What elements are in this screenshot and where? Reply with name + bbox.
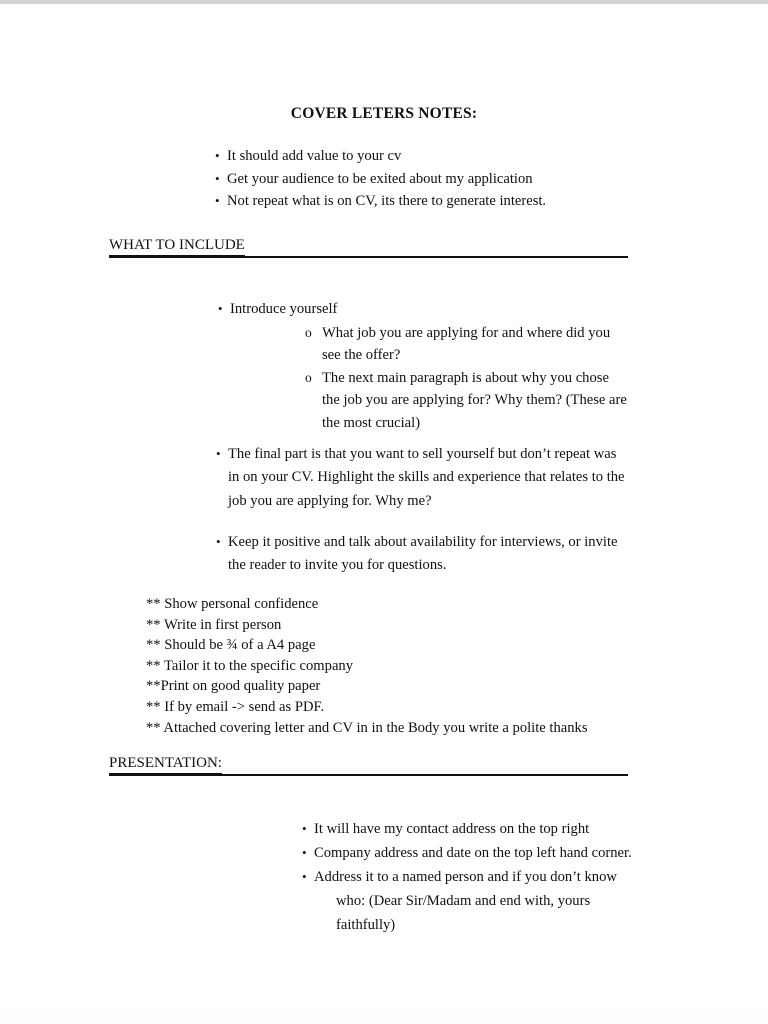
list-item: ** Should be ¾ of a A4 page	[146, 637, 316, 654]
list-item	[216, 531, 630, 578]
list-item	[302, 817, 632, 841]
sub-bullet-list	[218, 321, 630, 435]
list-item: ** Attached covering letter and CV in in the Body you write a polite thanks	[146, 719, 588, 736]
star-note-list	[146, 594, 646, 738]
list-item: ** If by email -> send as PDF.	[146, 698, 325, 715]
list-item	[302, 841, 632, 865]
disc-bullet-icon: •	[215, 148, 220, 163]
paragraph-bullet-list	[216, 443, 630, 577]
list-item-text: It should add value to your cv	[227, 148, 402, 164]
list-item-text: Introduce yourself	[230, 301, 338, 317]
list-item	[305, 367, 630, 435]
page-title: COVER LETERS NOTES:	[290, 105, 478, 122]
list-item	[218, 298, 630, 321]
list-item: ** Tailor it to the specific company	[146, 657, 354, 674]
list-item	[215, 168, 645, 191]
disc-bullet-icon: •	[215, 193, 220, 208]
list-item: **Print on good quality paper	[146, 678, 321, 695]
page-top-edge-band	[0, 0, 768, 4]
section-rule-what-to-include	[109, 256, 628, 258]
section-heading-presentation	[109, 754, 628, 774]
page-bottom-edge-band	[0, 1010, 768, 1024]
list-item-text: Get your audience to be exited about my application	[227, 170, 533, 187]
disc-bullet-icon: •	[216, 446, 221, 461]
section-heading-what-to-include	[109, 236, 628, 256]
disc-bullet-icon: •	[302, 869, 307, 884]
list-item	[215, 145, 645, 168]
list-item	[305, 322, 630, 367]
introduce-yourself-group	[218, 298, 630, 434]
list-item-text: Address it to a named person and if you don’t know who: (Dear Sir/Madam and end with, yours faithfully)	[314, 869, 617, 933]
section-heading-label: WHAT TO INCLUDE	[109, 236, 245, 256]
list-item-text: Not repeat what is on CV, its there to generate interest.	[227, 193, 547, 209]
disc-bullet-icon: •	[302, 821, 307, 836]
list-item	[215, 190, 645, 213]
list-item-text: Company address and date on the top left hand corner.	[314, 845, 632, 861]
circle-bullet-icon: o	[305, 369, 312, 385]
list-item: ** Show personal confidence	[146, 596, 319, 612]
intro-bullet-list	[215, 145, 645, 213]
list-item-text: What job you are applying for and where did you see the offer?	[322, 324, 611, 363]
list-item-text: It will have my contact address on the top right	[314, 821, 590, 837]
list-item	[216, 443, 630, 513]
list-item	[302, 865, 632, 937]
disc-bullet-icon: •	[215, 170, 220, 186]
section-heading-label: PRESENTATION:	[109, 754, 222, 774]
section-rule-presentation	[109, 774, 628, 776]
list-item: ** Write in first person	[146, 616, 282, 633]
list-item-text: The final part is that you want to sell yourself but don’t repeat was in on your CV. Highlight the skills and experience that relates to the job you are applying for. Why me?	[228, 446, 625, 509]
disc-bullet-icon: •	[216, 533, 221, 549]
disc-bullet-icon: •	[302, 845, 307, 860]
presentation-bullet-list	[302, 817, 632, 937]
disc-bullet-icon: •	[218, 301, 223, 316]
list-item-text: The next main paragraph is about why you chose the job you are applying for? Why them? (These are the most crucial)	[322, 369, 627, 431]
list-item-text: Keep it positive and talk about availability for interviews, or invite the reader to invite you for questions.	[228, 533, 618, 574]
circle-bullet-icon: o	[305, 324, 312, 340]
